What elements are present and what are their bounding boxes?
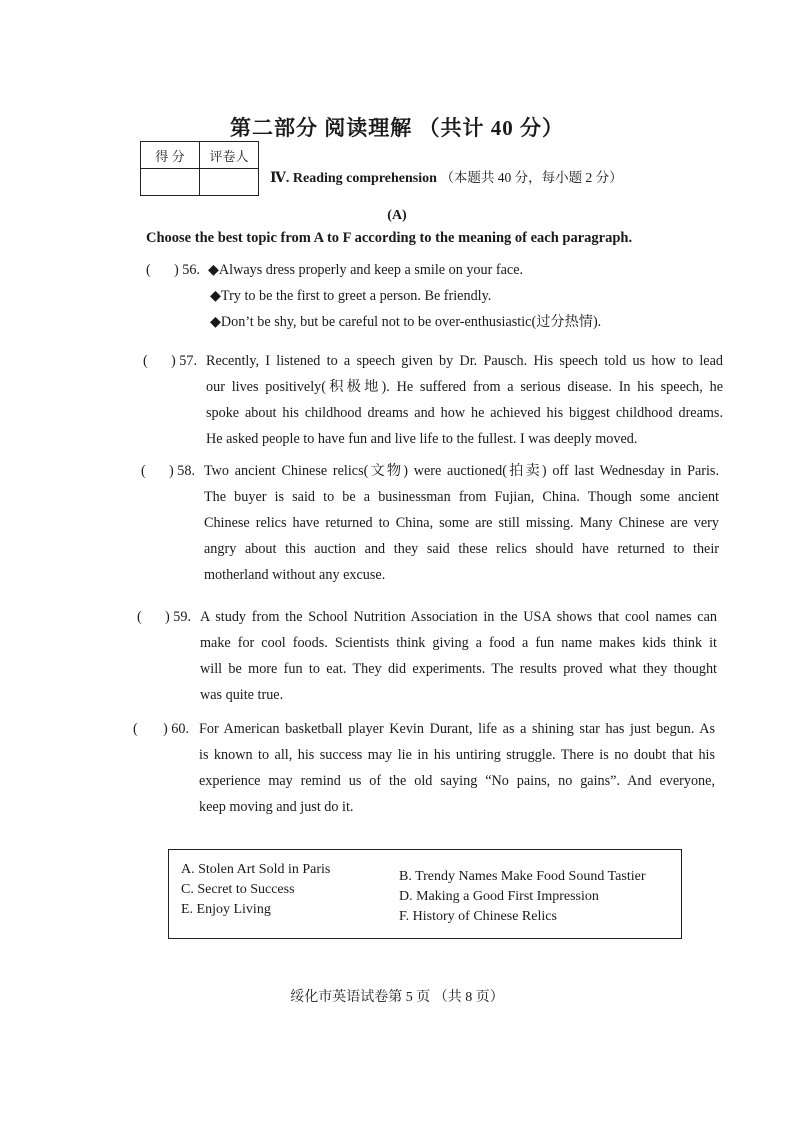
answer-paren: ( [143, 353, 148, 369]
paragraph-line: For American basketball player Kevin Durant, life as a shining star has just begun. As [199, 721, 715, 737]
paragraph-line: ◆Try to be the first to greet a person. Be friendly. [210, 288, 492, 304]
question-number: ) 58. [169, 463, 196, 479]
answer-paren: ( [137, 609, 142, 625]
paragraph-line: is known to all, his success may lie in his untiring struggle. There is no doubt that his [199, 747, 715, 763]
section-header [270, 166, 623, 187]
paragraph-line: make for cool foods. Scientists think giving a food a fun name makes kids think it [200, 635, 717, 651]
option-a: A. Stolen Art Sold in Paris [181, 862, 331, 877]
section-roman: Ⅳ. [270, 171, 290, 186]
paragraph-line: Two ancient Chinese relics(文物) were auctioned(拍卖) off last Wednesday in Paris. [204, 463, 719, 479]
option-b: B. Trendy Names Make Food Sound Tastier [399, 869, 646, 884]
paragraph-line: spoke about his childhood dreams and how he achieved his biggest childhood dreams. [206, 405, 723, 421]
option-c: C. Secret to Success [181, 882, 295, 897]
question-58 [141, 458, 719, 592]
options-box [168, 849, 682, 939]
option-d: D. Making a Good First Impression [399, 889, 599, 904]
section-name: Reading comprehension [292, 171, 437, 186]
sub-label: (A) [387, 208, 407, 223]
paragraph-line: keep moving and just do it. [199, 799, 354, 815]
question-number: ) 57. [171, 353, 198, 369]
answer-paren: ( [146, 262, 151, 278]
instruction: Choose the best topic from A to F according to the meaning of each paragraph. [146, 230, 633, 246]
paragraph-line: was quite true. [200, 687, 284, 703]
paragraph-line: He asked people to have fun and live life to the fullest. I was deeply moved. [206, 431, 638, 447]
part-title: 第二部分 阅读理解 （共计 40 分） [230, 116, 564, 140]
grader-label: 评卷人 [200, 142, 259, 169]
grader-cell [200, 169, 259, 196]
paragraph-line: ◆Don’t be shy, but be careful not to be over-enthusiastic(过分热情). [210, 314, 602, 330]
score-cell [141, 169, 200, 196]
score-table [140, 141, 259, 196]
question-number: ) 59. [165, 609, 192, 625]
paragraph-line: motherland without any excuse. [204, 567, 386, 583]
question-59 [137, 604, 717, 712]
answer-paren: ( [141, 463, 146, 479]
score-label: 得 分 [141, 142, 200, 169]
question-57 [143, 348, 723, 456]
paragraph-line: A study from the School Nutrition Association in the USA shows that cool names can [200, 609, 717, 625]
paragraph-line: ◆Always dress properly and keep a smile on your face. [208, 262, 524, 278]
paragraph-line: Chinese relics have returned to China, some are still missing. Many Chinese are very [204, 515, 719, 531]
paragraph-line: experience may remind us of the old saying “No pains, no gains”. And everyone, [199, 773, 715, 789]
option-e: E. Enjoy Living [181, 902, 271, 917]
section-note: （本题共 40 分，每小题 2 分） [440, 170, 623, 185]
options-right-column [399, 867, 645, 927]
options-left-column [181, 860, 330, 920]
paragraph-line: will be more fun to eat. They did experiments. The results proved what they thought [200, 661, 717, 677]
page-footer: 绥化市英语试卷第 5 页 （共 8 页） [290, 990, 504, 1005]
paragraph-line: angry about this auction and they said these relics should have returned to their [204, 541, 719, 557]
paragraph-line: The buyer is said to be a businessman from Fujian, China. Though some ancient [204, 489, 719, 505]
question-number: ) 56. [174, 262, 201, 278]
question-number: ) 60. [163, 721, 190, 737]
question-60 [133, 716, 715, 824]
paragraph-line: our lives positively(积极地). He suffered from a serious disease. In his speech, he [206, 379, 723, 395]
answer-paren: ( [133, 721, 138, 737]
question-56 [146, 257, 746, 337]
paragraph-line: Recently, I listened to a speech given by Dr. Pausch. His speech told us how to lead [206, 353, 723, 369]
option-f: F. History of Chinese Relics [399, 909, 557, 924]
